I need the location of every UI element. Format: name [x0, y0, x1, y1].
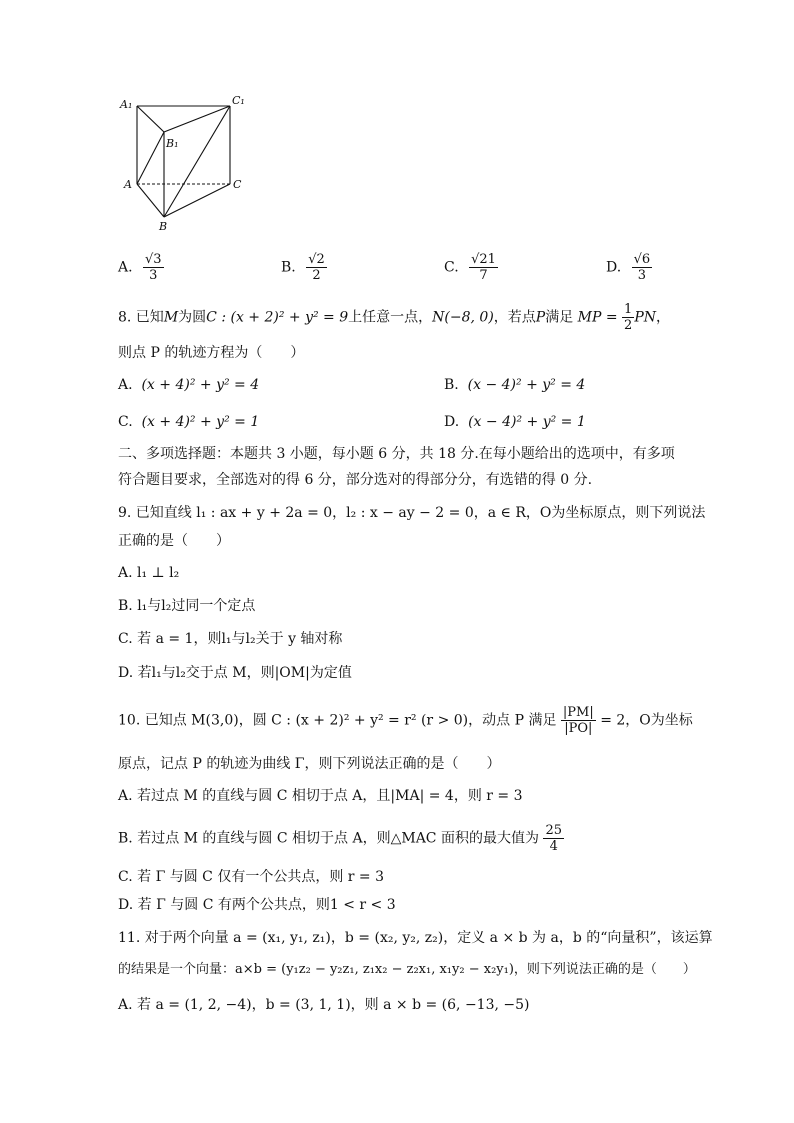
math: C : (x + 2)² + y² = 9	[206, 309, 349, 326]
fraction-numerator: 1	[624, 302, 633, 317]
q11-option-a: A. 若 a = (1, 2, −4)，b = (3, 1, 1)，则 a × b = (6, −13, −5)	[118, 997, 530, 1013]
label-b1: B₁	[166, 137, 179, 150]
q7-option-d	[606, 252, 652, 283]
label-c: C	[233, 178, 242, 191]
text: ，	[656, 309, 670, 326]
q7-option-a	[118, 252, 164, 283]
text: 10. 已知点 M(3,0)，圆 C : (x + 2)² + y² = r² (r > 0)，动点 P 满足	[118, 712, 557, 729]
q8-option-c	[118, 412, 259, 432]
fraction-denominator: |PO|	[564, 721, 593, 736]
fraction	[622, 302, 634, 333]
fraction-numerator: √2	[308, 252, 325, 267]
option-text: (x + 4)² + y² = 4	[141, 377, 260, 393]
text: 8. 已知	[118, 309, 164, 326]
math: P	[535, 309, 546, 326]
fraction-denominator: 2	[624, 318, 633, 333]
fraction-numerator: √21	[471, 252, 496, 267]
text: 满足	[545, 309, 574, 326]
text: 为圆	[178, 309, 207, 326]
text: ，若点	[493, 309, 536, 326]
q8-line2: 则点 P 的轨迹方程为（ ）	[118, 345, 305, 361]
q11-line1: 11. 对于两个向量 a = (x₁, y₁, z₁)，b = (x₂, y₂, z₂)，定义 a × b 为 a，b 的“向量积”，该运算	[118, 930, 713, 946]
q10-option-a: A. 若过点 M 的直线与圆 C 相切于点 A，且|MA| = 4，则 r = 3	[118, 788, 523, 804]
q9-line1: 9. 已知直线 l₁ : ax + y + 2a = 0，l₂ : x − ay − 2 = 0，a ∈ R，O为坐标原点，则下列说法	[118, 505, 706, 521]
option-letter: C.	[444, 259, 459, 276]
q8-option-b	[444, 375, 585, 395]
fraction	[306, 252, 327, 283]
fraction	[143, 252, 164, 283]
fraction-denominator: 3	[637, 268, 647, 283]
fraction-denominator: 4	[549, 839, 558, 854]
option-letter: B.	[444, 377, 459, 393]
math: M	[163, 309, 179, 326]
q9-line2: 正确的是（ ）	[118, 533, 230, 549]
q8-option-d	[444, 412, 586, 432]
text: 上任意一点，	[348, 309, 433, 326]
edge-ab	[137, 184, 164, 217]
fraction-denominator: 2	[312, 268, 321, 283]
fraction-numerator: |PM|	[562, 705, 594, 720]
prism-figure	[112, 92, 252, 232]
q9-option-b: B. l₁与l₂过同一个定点	[118, 598, 256, 614]
q9-option-a: A. l₁ ⊥ l₂	[118, 565, 180, 581]
q11-line2: 的结果是一个向量：a×b = (y₁z₂ − y₂z₁, z₁x₂ − z₂x₁, x₁y₂ − x₂y₁)，则下列说法正确的是（ ）	[118, 962, 696, 977]
fraction	[561, 705, 596, 736]
section2-line1: 二、多项选择题：本题共 3 小题，每小题 6 分，共 18 分.在每小题给出的选项中，有多项	[118, 446, 675, 462]
text: = 2，O为坐标	[600, 712, 693, 729]
math: MP =	[577, 309, 618, 326]
fraction-numerator: 25	[545, 823, 562, 838]
q10-line2: 原点，记点 P 的轨迹为曲线 Γ，则下列说法正确的是（ ）	[118, 756, 501, 772]
q9-option-c: C. 若 a = 1，则l₁与l₂关于 y 轴对称	[118, 631, 343, 647]
q10-line1	[118, 705, 693, 736]
q8-line1	[118, 302, 670, 333]
edge-a1b1	[137, 106, 164, 132]
option-letter: A.	[118, 259, 133, 276]
option-letter: B.	[281, 259, 296, 276]
math: N(−8, 0)	[432, 309, 494, 326]
fraction	[469, 252, 498, 283]
diag-ab1	[137, 132, 164, 184]
math: PN	[634, 309, 656, 326]
q10-option-b	[118, 823, 564, 854]
option-text: (x − 4)² + y² = 4	[467, 377, 586, 393]
section2-line2: 符合题目要求，全部选对的得 6 分，部分选对的得部分分，有选错的得 0 分.	[118, 472, 593, 488]
q10-option-d: D. 若 Γ 与圆 C 有两个公共点，则1 < r < 3	[118, 897, 396, 913]
fraction-denominator: 3	[149, 268, 158, 283]
q10-option-c: C. 若 Γ 与圆 C 仅有一个公共点，则 r = 3	[118, 869, 385, 885]
label-c1: C₁	[232, 94, 245, 107]
label-a: A	[124, 178, 132, 191]
option-letter: C.	[118, 414, 133, 430]
q8-option-a	[118, 375, 259, 395]
q7-option-b	[281, 252, 327, 283]
label-a1: A₁	[120, 98, 133, 111]
q7-option-c	[444, 252, 498, 283]
option-letter: D.	[444, 414, 460, 430]
fraction-denominator: 7	[479, 268, 488, 283]
edge-b1c1	[164, 106, 230, 132]
q9-option-d: D. 若l₁与l₂交于点 M，则|OM|为定值	[118, 665, 352, 681]
option-text: (x − 4)² + y² = 1	[468, 414, 586, 430]
fraction	[632, 252, 653, 283]
label-b: B	[159, 220, 168, 232]
option-letter: A.	[118, 377, 133, 393]
fraction	[543, 823, 564, 854]
text: B. 若过点 M 的直线与圆 C 相切于点 A，则△MAC 面积的最大值为	[118, 830, 539, 847]
option-letter: D.	[606, 259, 622, 276]
fraction-numerator: √3	[145, 252, 162, 267]
fraction-numerator: √6	[633, 252, 651, 267]
option-text: (x + 4)² + y² = 1	[141, 414, 260, 430]
